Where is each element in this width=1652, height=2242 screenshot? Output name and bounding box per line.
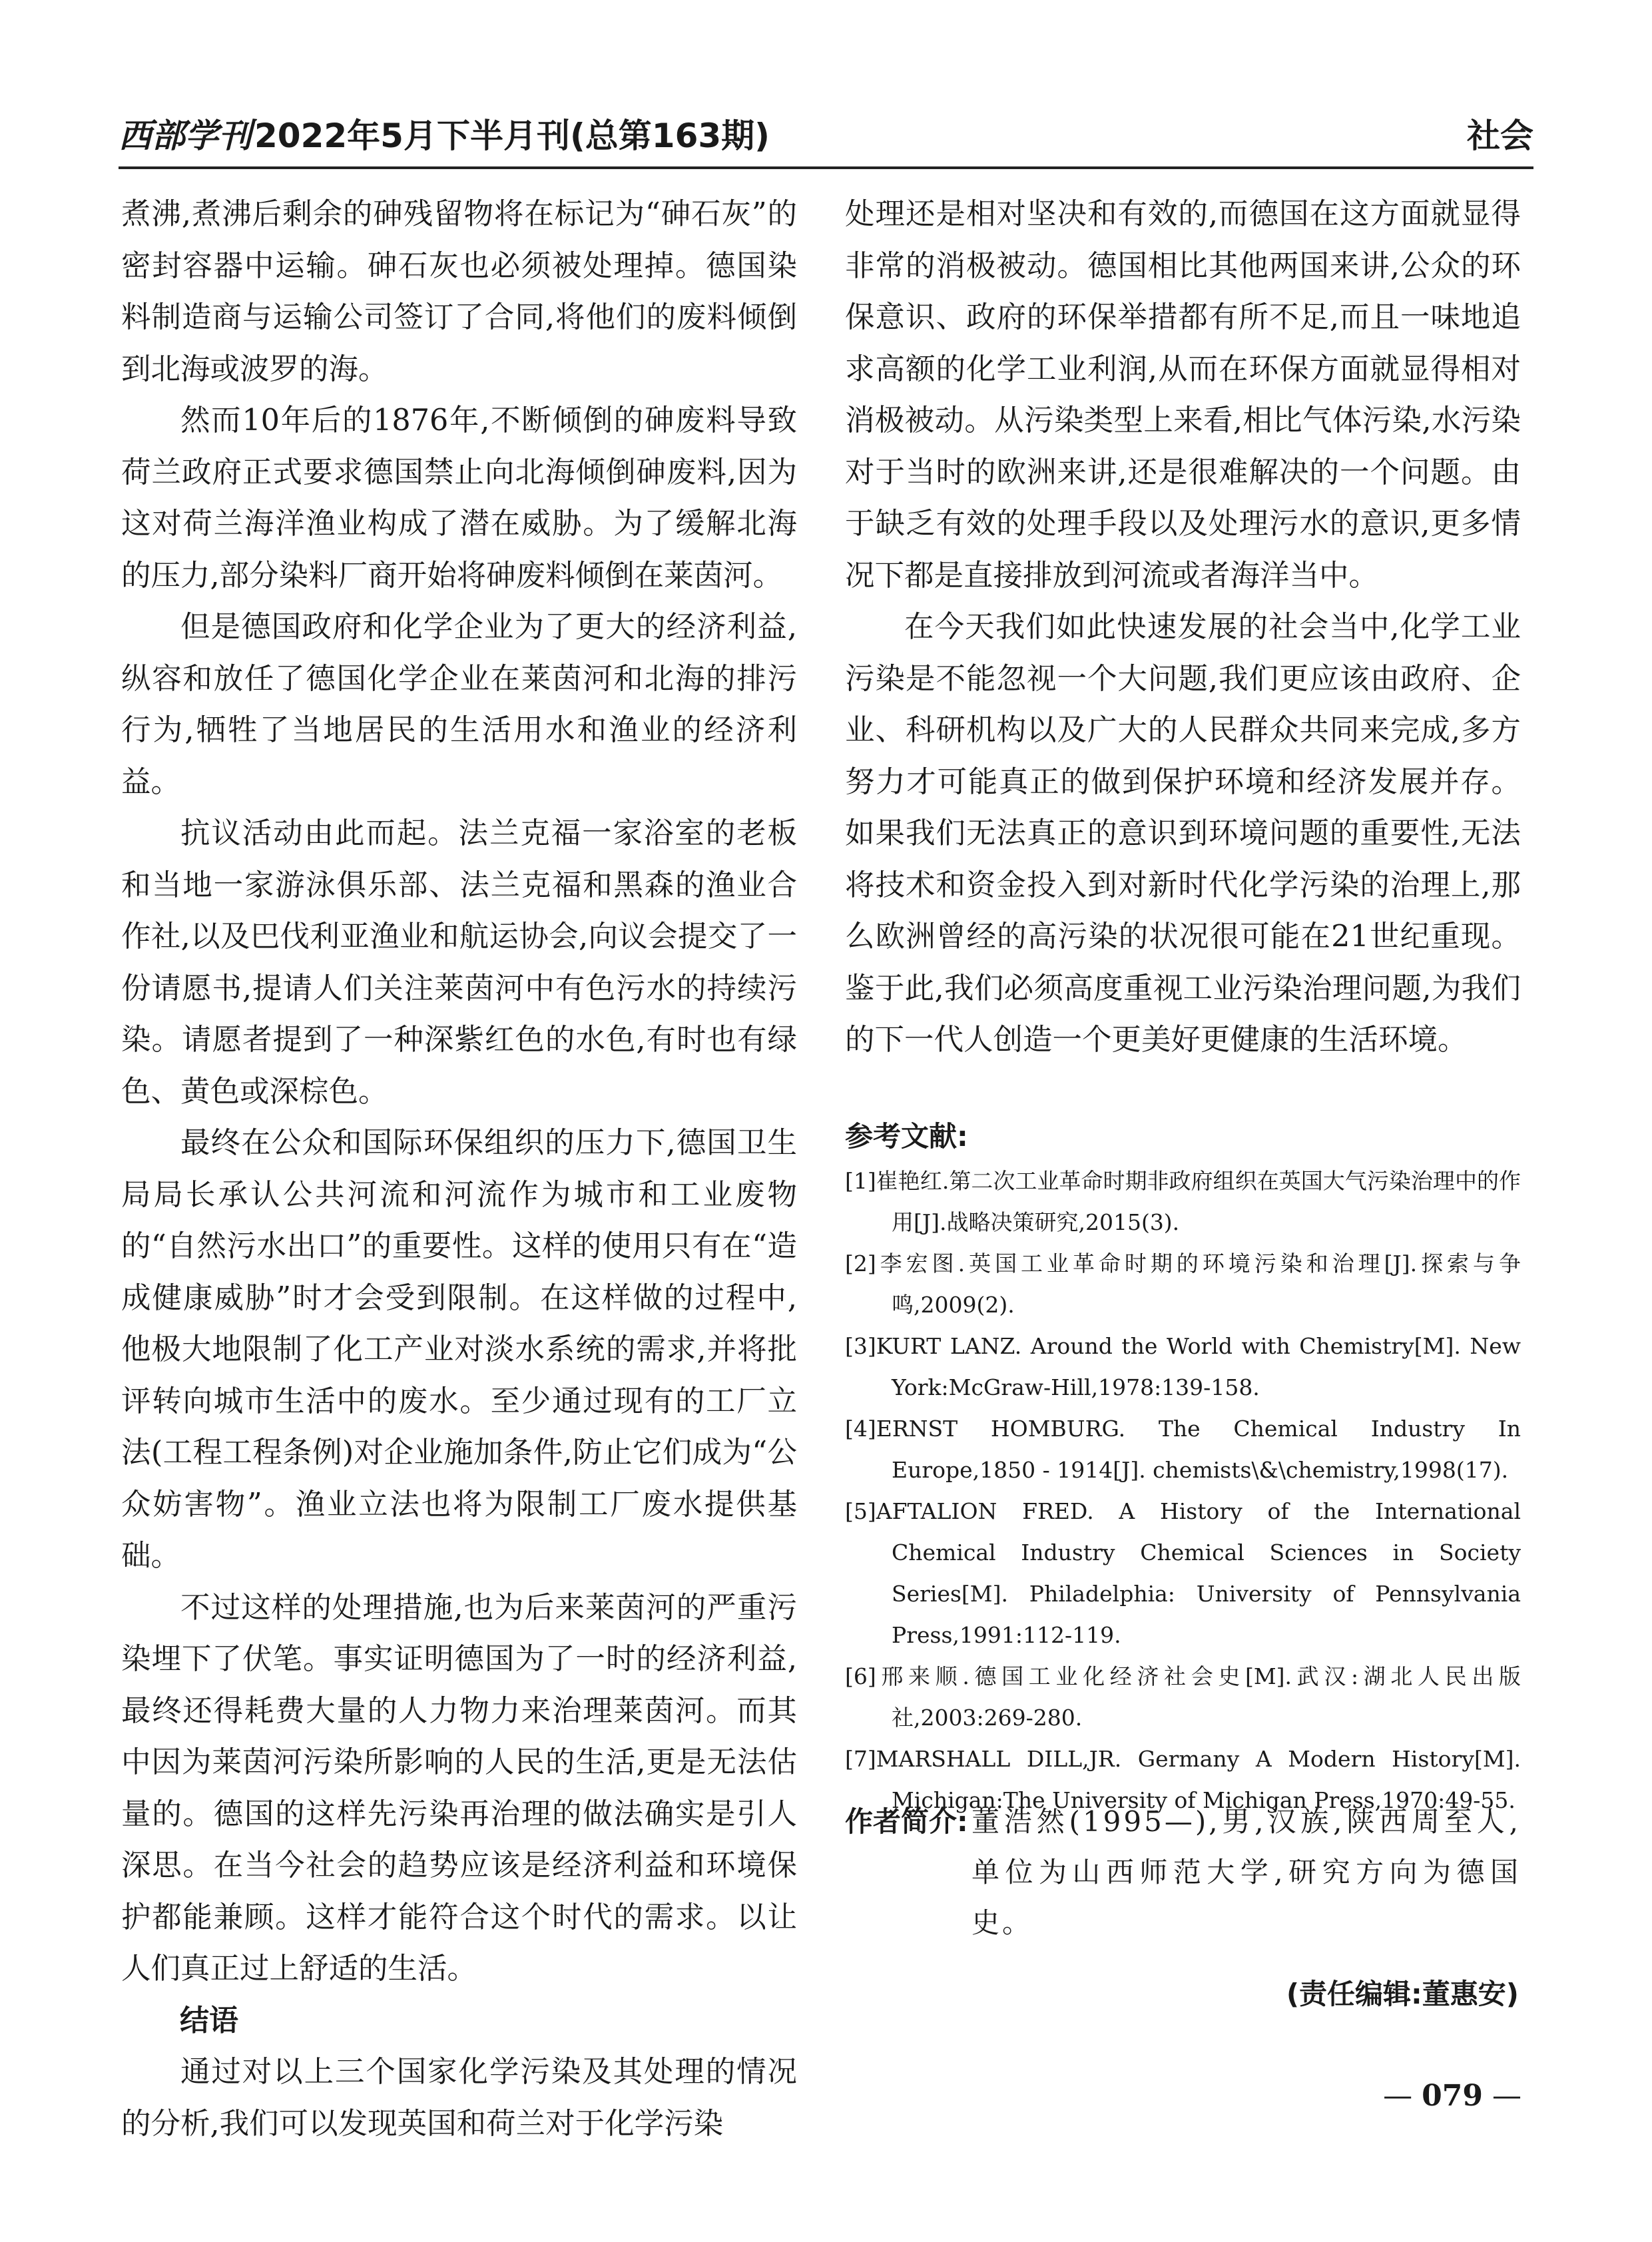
page-number-value: 079	[1422, 2079, 1483, 2113]
reference-item: [6]邢来顺.德国工业化经济社会史[M].武汉:湖北人民出版社,2003:269-280.	[845, 1663, 1521, 1731]
paragraph: 不过这样的处理措施,也为后来莱茵河的严重污染埋下了伏笔。事实证明德国为了一时的经济利益,最终还得耗费大量的人力物力来治理莱茵河。而其中因为莱茵河污染所影响的人民的生活,更是无法估量的。德国的这样先污染再治理的做法确实是引人深思。在当今社会的趋势应该是经济利益和环境保护都能兼顾。这样才能符合这个时代的需求。以让人们真正过上舒适的生活。	[121, 1590, 797, 1986]
author-bio	[845, 1797, 1521, 1948]
responsible-editor: (责任编辑:董惠安)	[1286, 1978, 1519, 2010]
paragraph: 煮沸,煮沸后剩余的砷残留物将在标记为“砷石灰”的密封容器中运输。砷石灰也必须被处理掉。德国染料制造商与运输公司签订了合同,将他们的废料倾倒到北海或波罗的海。	[121, 197, 797, 386]
section-label: 社会	[1467, 117, 1533, 155]
issue-label: 2022年5月下半月刊(总第163期)	[254, 117, 770, 155]
paragraph: 最终在公众和国际环保组织的压力下,德国卫生局局长承认公共河流和河流作为城市和工业废物的“自然污水出口”的重要性。这样的使用只有在“造成健康威胁”时才会受到限制。在这样做的过程中,他极大地限制了化工产业对淡水系统的需求,并将批评转向城市生活中的废水。至少通过现有的工厂立法(工程工程条例)对企业施加条件,防止它们成为“公众妨害物”。渔业立法也将为限制工厂废水提供基础。	[121, 1126, 797, 1573]
references	[845, 1115, 1521, 1821]
paragraph: 抗议活动由此而起。法兰克福一家浴室的老板和当地一家游泳俱乐部、法兰克福和黑森的渔业合作社,以及巴伐利亚渔业和航运协会,向议会提交了一份请愿书,提请人们关注莱茵河中有色污水的持续污染。请愿者提到了一种深紫红色的水色,有时也有绿色、黄色或深棕色。	[121, 816, 797, 1109]
paragraph: 然而10年后的1876年,不断倾倒的砷废料导致荷兰政府正式要求德国禁止向北海倾倒砷废料,因为这对荷兰海洋渔业构成了潜在威胁。为了缓解北海的压力,部分染料厂商开始将砷废料倾倒在莱茵河。	[121, 404, 797, 593]
author-bio-text: 董浩然(1995—),男,汉族,陕西周至人,单位为山西师范大学,研究方向为德国史。	[971, 1805, 1521, 1939]
right-column	[845, 188, 1521, 1066]
author-bio-label: 作者简介:	[845, 1805, 968, 1838]
paragraph: 通过对以上三个国家化学污染及其处理的情况的分析,我们可以发现英国和荷兰对于化学污染	[121, 2055, 797, 2141]
conclusion-heading: 结语	[180, 2003, 238, 2038]
paragraph: 但是德国政府和化学企业为了更大的经济利益,纵容和放任了德国化学企业在莱茵河和北海的排污行为,牺牲了当地居民的生活用水和渔业的经济利益。	[121, 610, 797, 799]
reference-item: [2]李宏图.英国工业革命时期的环境污染和治理[J].探索与争鸣,2009(2).	[845, 1251, 1521, 1318]
reference-item: [7]MARSHALL DILL,JR. Germany A Modern History[M]. Michigan:The University of Michigan Press,1970:49-55.	[845, 1746, 1521, 1813]
reference-item: [1]崔艳红.第二次工业革命时期非政府组织在英国大气污染治理中的作用[J].战略决策研究,2015(3).	[845, 1168, 1521, 1235]
reference-item: [5]AFTALION FRED. A History of the International Chemical Industry Chemical Sciences in Society Series[M]. Philadelphia: University of Pennsylvania Press,1991:112-119.	[845, 1498, 1521, 1648]
running-header	[119, 105, 1533, 169]
journal-logo: 西部学刊	[119, 116, 252, 155]
references-title: 参考文献:	[845, 1120, 968, 1153]
journal-issue-line	[119, 109, 770, 157]
paragraph: 在今天我们如此快速发展的社会当中,化学工业污染是不能忽视一个大问题,我们更应该由政府、企业、科研机构以及广大的人民群众共同来完成,多方努力才可能真正的做到保护环境和经济发展并存。如果我们无法真正的意识到环境问题的重要性,无法将技术和资金投入到对新时代化学污染的治理上,那么欧洲曾经的高污染的状况很可能在21世纪重现。鉴于此,我们必须高度重视工业污染治理问题,为我们的下一代人创造一个更美好更健康的生活环境。	[845, 610, 1521, 1057]
page-number: — 079 —	[1383, 2079, 1521, 2113]
reference-item: [4]ERNST HOMBURG. The Chemical Industry In Europe,1850 - 1914[J]. chemists\&\chemistry,1998(17).	[845, 1416, 1521, 1483]
left-column	[121, 188, 797, 2149]
paragraph: 处理还是相对坚决和有效的,而德国在这方面就显得非常的消极被动。德国相比其他两国来讲,公众的环保意识、政府的环保举措都有所不足,而且一味地追求高额的化学工业利润,从而在环保方面就显得相对消极被动。从污染类型上来看,相比气体污染,水污染对于当时的欧洲来讲,还是很难解决的一个问题。由于缺乏有效的处理手段以及处理污水的意识,更多情况下都是直接排放到河流或者海洋当中。	[845, 197, 1521, 593]
reference-item: [3]KURT LANZ. Around the World with Chemistry[M]. New York:McGraw-Hill,1978:139-158.	[845, 1333, 1521, 1400]
